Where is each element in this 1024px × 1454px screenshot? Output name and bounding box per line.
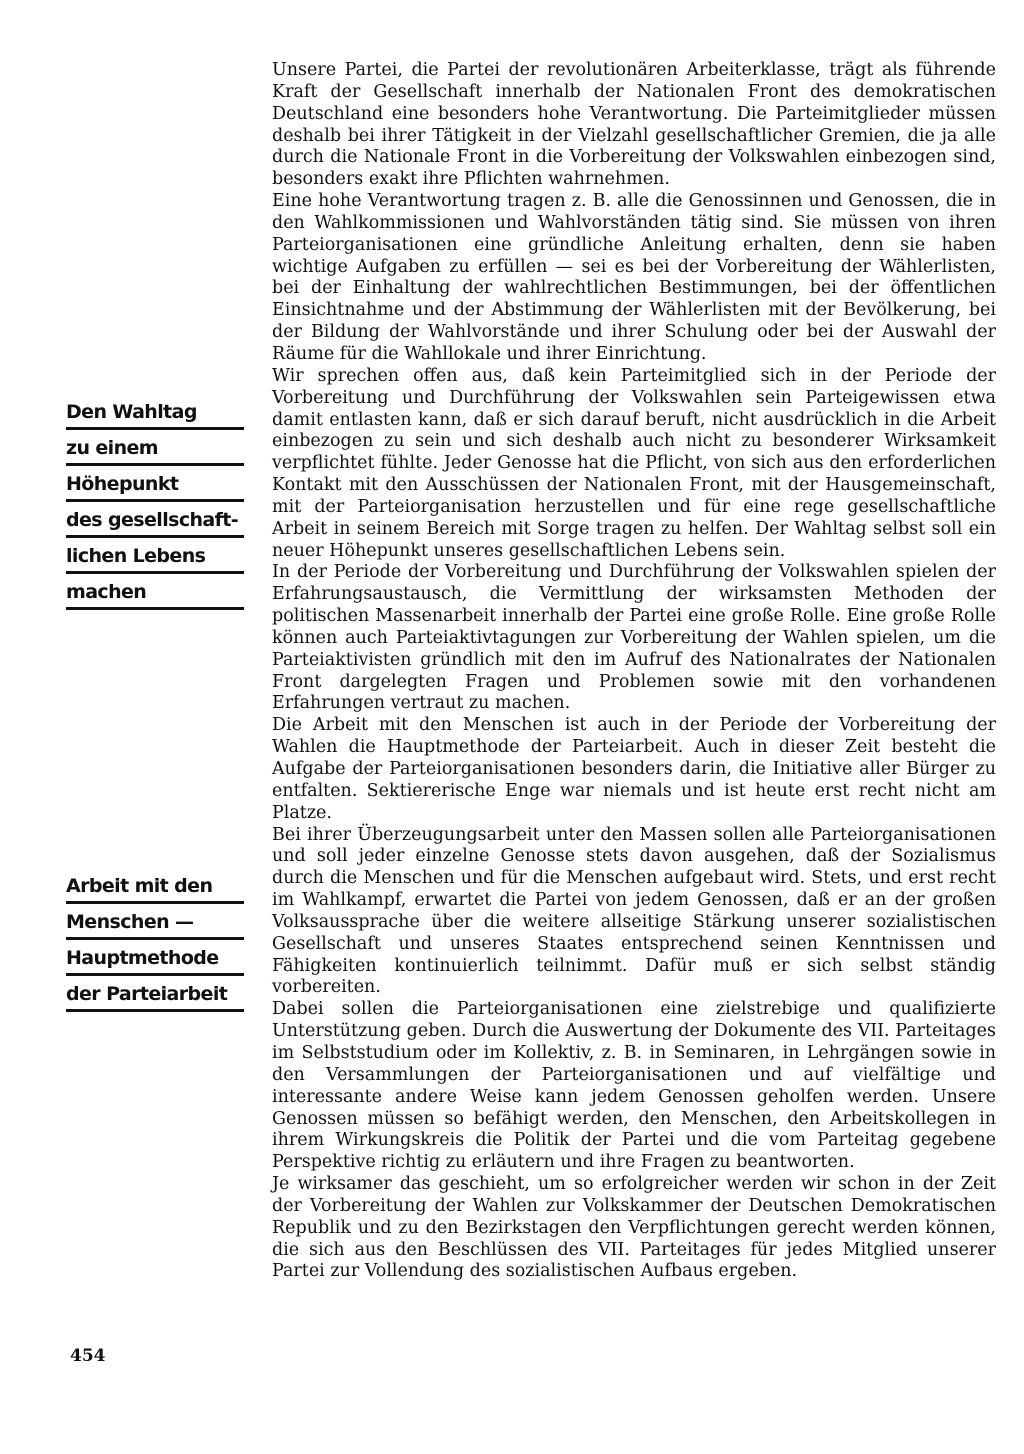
body-text-column bbox=[272, 60, 996, 1283]
margin-heading-line: zu einem bbox=[66, 433, 244, 466]
margin-heading-line: Den Wahltag bbox=[66, 397, 244, 430]
margin-heading-election-day bbox=[66, 394, 244, 610]
paragraph: Je wirksamer das geschieht, um so erfolgreicher werden wir schon in der Zeit der Vorbereitung der Wahlen zur Volkskammer der Deutschen Demokratischen Republik und zu den Bezirkstagen den Verpflichtungen gerecht werden können, die sich aus den Beschlüssen des VII. Parteitages für jedes Mitglied unserer Partei zur Vollendung des sozialistischen Aufbaus ergeben. bbox=[272, 1174, 996, 1282]
margin-heading-line: Arbeit mit den bbox=[66, 871, 244, 904]
margin-heading-line: des gesellschaft- bbox=[66, 505, 244, 538]
paragraph: In der Periode der Vorbereitung und Durchführung der Volkswahlen spielen der Erfahrungsaustausch, die Vermittlung der wirksamsten Methoden der politischen Massenarbeit innerhalb der Partei eine große Rolle. Eine große Rolle können auch Parteiaktivtagungen zur Vorbereitung der Wahlen spielen, um die Parteiaktivisten gründlich mit den im Aufruf des Nationalrates der Nationalen Front dargelegten Fragen und Problemen sowie mit den vorhandenen Erfahrungen vertraut zu machen. bbox=[272, 562, 996, 714]
margin-heading-work-with-people bbox=[66, 868, 244, 1012]
paragraph: Wir sprechen offen aus, daß kein Parteimitglied sich in der Periode der Vorbereitung und Durchführung der Volkswahlen sein Parteigewissen etwa damit entlasten kann, daß er sich darauf beruft, nicht ausdrücklich in die Arbeit einbezogen zu sein und sich deshalb auch nicht zu besonderer Wirksamkeit verpflichtet fühlte. Jeder Genosse hat die Pflicht, von sich aus den erforderlichen Kontakt mit den Ausschüssen der Nationalen Front, mit der Hausgemeinschaft, mit der Parteiorganisation herzustellen und für eine rege gesellschaftliche Arbeit in seinem Bereich mit Sorge tragen zu helfen. Der Wahltag selbst soll ein neuer Höhepunkt unseres gesellschaftlichen Lebens sein. bbox=[272, 365, 996, 561]
paragraph: Die Arbeit mit den Menschen ist auch in der Periode der Vorbereitung der Wahlen die Hauptmethode der Parteiarbeit. Auch in dieser Zeit besteht die Aufgabe der Parteiorganisationen besonders darin, die Initiative aller Bürger zu entfalten. Sektiererische Enge war niemals und ist heute erst recht nicht am Platze. bbox=[272, 715, 996, 823]
margin-heading-line: machen bbox=[66, 577, 244, 610]
margin-heading-line: Menschen — bbox=[66, 907, 244, 940]
margin-heading-line: der Parteiarbeit bbox=[66, 979, 244, 1012]
margin-heading-line: Höhepunkt bbox=[66, 469, 244, 502]
paragraph: Dabei sollen die Parteiorganisationen eine zielstrebige und qualifizierte Unterstützung geben. Durch die Auswertung der Dokumente des VII. Parteitages im Selbststudium oder im Kollektiv, z. B. in Seminaren, in Lehrgängen sowie in den Versammlungen der Parteiorganisationen und auf vielfältige und interessante andere Weise kann jedem Genossen geholfen werden. Unsere Genossen müssen so befähigt werden, den Menschen, den Arbeitskollegen in ihrem Wirkungskreis die Politik der Partei und die vom Parteitag gegebene Perspektive richtig zu erläutern und ihre Fragen zu beantworten. bbox=[272, 999, 996, 1173]
paragraph: Unsere Partei, die Partei der revolutionären Arbeiterklasse, trägt als führende Kraft der Gesellschaft innerhalb der Nationalen Front des demokratischen Deutschland eine besonders hohe Verantwortung. Die Parteimitglieder müssen deshalb bei ihrer Tätigkeit in der Vielzahl gesellschaftlicher Gremien, die ja alle durch die Nationale Front in die Vorbereitung der Volkswahlen einbezogen sind, besonders exakt ihre Pflichten wahrnehmen. bbox=[272, 60, 996, 190]
page-number: 454 bbox=[70, 1346, 106, 1366]
paragraph: Eine hohe Verantwortung tragen z. B. alle die Genossinnen und Genossen, die in den Wahlkommissionen und Wahlvorständen tätig sind. Sie müssen von ihren Parteiorganisationen eine gründliche Anleitung erhalten, denn sie haben wichtige Aufgaben zu erfüllen — sei es bei der Vorbereitung der Wählerlisten, bei der Einhaltung der wahlrechtlichen Bestimmungen, bei der öffentlichen Einsichtnahme und der Abstimmung der Wählerlisten mit der Bevölkerung, bei der Bildung der Wahlvorstände und ihrer Schulung oder bei der Auswahl der Räume für die Wahllokale und ihrer Einrichtung. bbox=[272, 191, 996, 364]
margin-heading-line: Hauptmethode bbox=[66, 943, 244, 976]
paragraph: Bei ihrer Überzeugungsarbeit unter den Massen sollen alle Parteiorganisationen und soll jeder einzelne Genosse stets davon ausgehen, daß der Sozialismus durch die Menschen und für die Menschen aufgebaut wird. Stets, und erst recht im Wahlkampf, erwartet die Partei von jedem Genossen, daß er an der großen Volksaussprache über die weitere allseitige Stärkung unserer sozialistischen Gesellschaft und unseres Staates entsprechend seinen Kenntnissen und Fähigkeiten kontinuierlich teilnimmt. Dafür muß er sich selbst ständig vorbereiten. bbox=[272, 824, 996, 998]
margin-heading-line: lichen Lebens bbox=[66, 541, 244, 574]
